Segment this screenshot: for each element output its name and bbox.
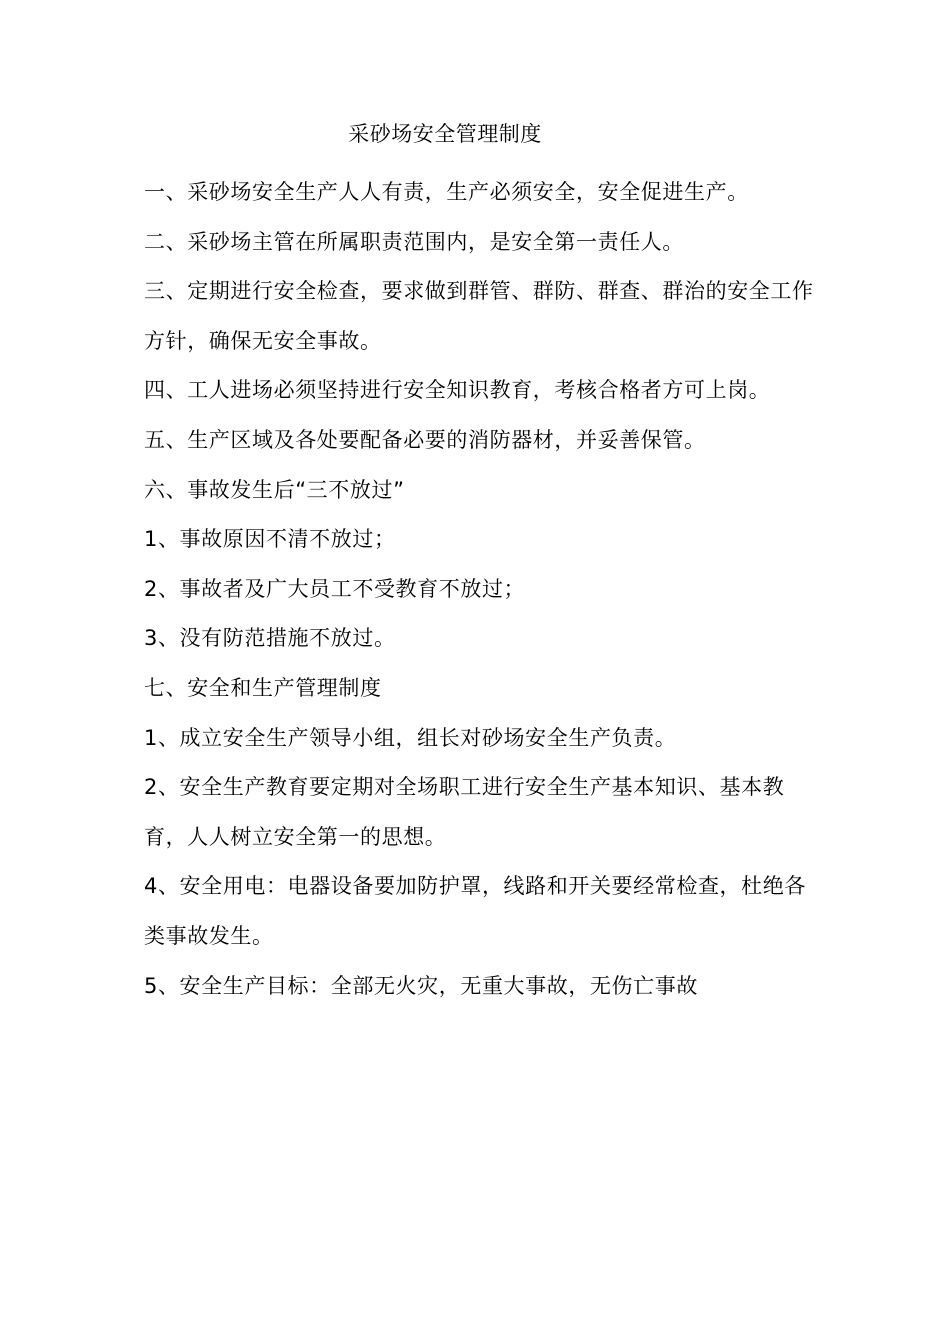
list-item-6-2: 2、事故者及广大员工不受教育不放过； [144,576,526,601]
paragraph-7: 七、安全和生产管理制度 [144,675,382,700]
paragraph-5: 五、生产区域及各处要配备必要的消防器材，并妥善保管。 [144,427,706,452]
list-item-6-3: 3、没有防范措施不放过。 [144,626,396,651]
paragraph-6: 六、事故发生后“三不放过” [144,477,405,502]
list-item-7-2: 2、安全生产教育要定期对全场职工进行安全生产基本知识、基本教育，人人树立安全第一的思想。 [144,775,785,849]
document-body [144,168,814,1011]
list-item-7-5: 5、安全生产目标：全部无火灾，无重大事故，无伤亡事故 [144,973,698,998]
list-item-6-1: 1、事故原因不清不放过； [144,527,396,552]
paragraph-2: 二、采砂场主管在所属职责范围内，是安全第一责任人。 [144,229,684,254]
list-item-7-4: 4、安全用电：电器设备要加防护罩，线路和开关要经常检查，杜绝各类事故发生。 [144,874,806,948]
page-title: 采砂场安全管理制度 [348,122,542,146]
list-item-7-1: 1、成立安全生产领导小组，组长对砂场安全生产负责。 [144,725,677,750]
paragraph-4: 四、工人进场必须坚持进行安全知识教育，考核合格者方可上岗。 [144,378,771,403]
paragraph-1: 一、采砂场安全生产人人有责，生产必须安全，安全促进生产。 [144,180,749,204]
paragraph-3: 三、定期进行安全检查，要求做到群管、群防、群查、群治的安全工作方针，确保无安全事故。 [144,279,814,353]
